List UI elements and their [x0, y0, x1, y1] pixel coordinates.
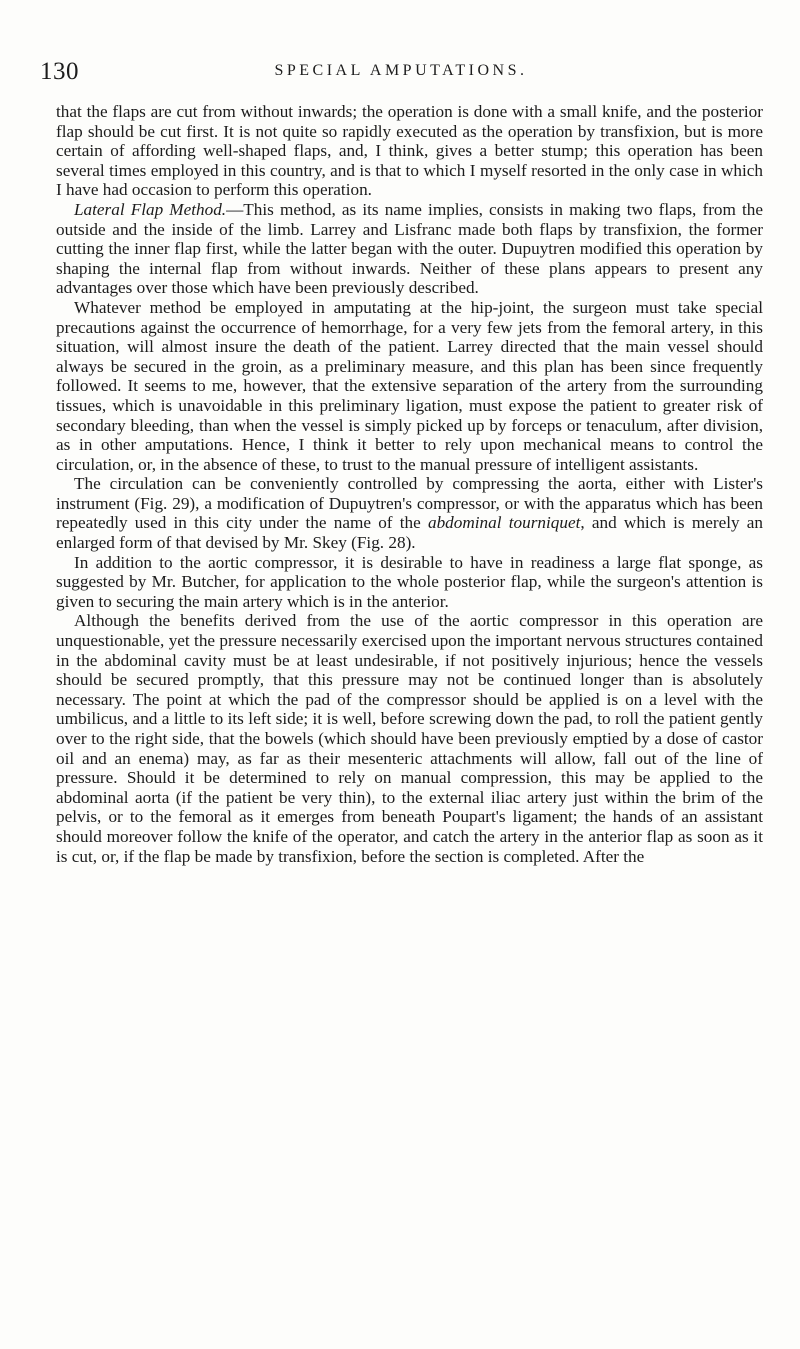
paragraph-text: —This method, as its name implies, consists in making two flaps, from the outside and the inside of the limb. Larrey and Lisfranc made both flaps by transfixion, the former cutting the inner flap first, while the latter began with the outer. Dupuytren modified this operation by shaping the internal flap from without inwards. Neither of these plans appears to present any advantages over those which have been previously described. [56, 199, 763, 298]
running-head [40, 58, 762, 86]
section-heading-lateral-flap-method: Lateral Flap Method. [74, 199, 227, 219]
paragraph-lateral-flap-method [56, 200, 763, 298]
paragraph-continuation: that the flaps are cut from without inwards; the operation is done with a small knife, and the posterior flap should be cut first. It is not quite so rapidly executed as the operation by transfixion, but is more certain of affording well-shaped flaps, and, I think, gives a better stump; this operation has been several times employed in this country, and is that to which I myself resorted in the only case in which I have had occasion to perform this operation. [56, 102, 763, 200]
running-title: SPECIAL AMPUTATIONS. [274, 62, 528, 79]
body-text [56, 102, 763, 866]
paragraph-aortic-compressor: Although the benefits derived from the use of the aortic compressor in this operation are unquestionable, yet the pressure necessarily exercised upon the important nervous structures contained in the abdominal cavity must be at least undesirable, if not positively injurious; hence the vessels should be secured promptly, that this pressure may not be continued longer than is absolutely necessary. The point at which the pad of the compressor should be applied is on a level with the umbilicus, and a little to its left side; it is well, before screwing down the pad, to roll the patient gently over to the right side, that the bowels (which should have been previously emptied by a dose of castor oil and an enema) may, as far as their mesenteric attachments will allow, fall out of the line of pressure. Should it be determined to rely on manual compression, this may be applied to the abdominal aorta (if the patient be very thin), to the external iliac artery just within the brim of the pelvis, or to the femoral as it emerges from beneath Poupart's ligament; the hands of an assistant should moreover follow the knife of the operator, and catch the artery in the anterior flap as soon as it is cut, or, if the flap be made by transfixion, before the section is completed. After the [56, 611, 763, 866]
paragraph-text: , and which is merely an enlarged form of that devised by Mr. Skey (Fig. 28). [56, 513, 764, 553]
paragraph-circulation-control [56, 474, 763, 552]
page-number: 130 [40, 58, 79, 85]
italic-term-abdominal-tourniquet: abdominal tourniquet [427, 513, 581, 533]
paragraph-text: The circulation can be conveniently controlled by compressing the aorta, either with Lister's instrument (Fig. 29), a modification of Dupuytren's compressor, or with the apparatus which has been repeatedly used in this city under the name of the [56, 474, 763, 533]
paragraph-hemorrhage-precautions: Whatever method be employed in amputating at the hip-joint, the surgeon must take special precautions against the occurrence of hemorrhage, for a very few jets from the femoral artery, in this situation, will almost insure the death of the patient. Larrey directed that the main vessel should always be secured in the groin, as a preliminary measure, and this plan has been since frequently followed. It seems to me, however, that the extensive separation of the artery from the surrounding tissues, which is unavoidable in this preliminary ligation, must expose the patient to greater risk of secondary bleeding, than when the vessel is simply picked up by forceps or tenaculum, after division, as in other amputations. Hence, I think it better to rely upon mechanical means to control the circulation, or, in the absence of these, to trust to the manual pressure of intelligent assistants. [56, 297, 763, 474]
paragraph-flat-sponge: In addition to the aortic compressor, it is desirable to have in readiness a large flat sponge, as suggested by Mr. Butcher, for application to the whole posterior flap, while the surgeon's attention is given to securing the main artery which is in the anterior. [56, 552, 763, 611]
